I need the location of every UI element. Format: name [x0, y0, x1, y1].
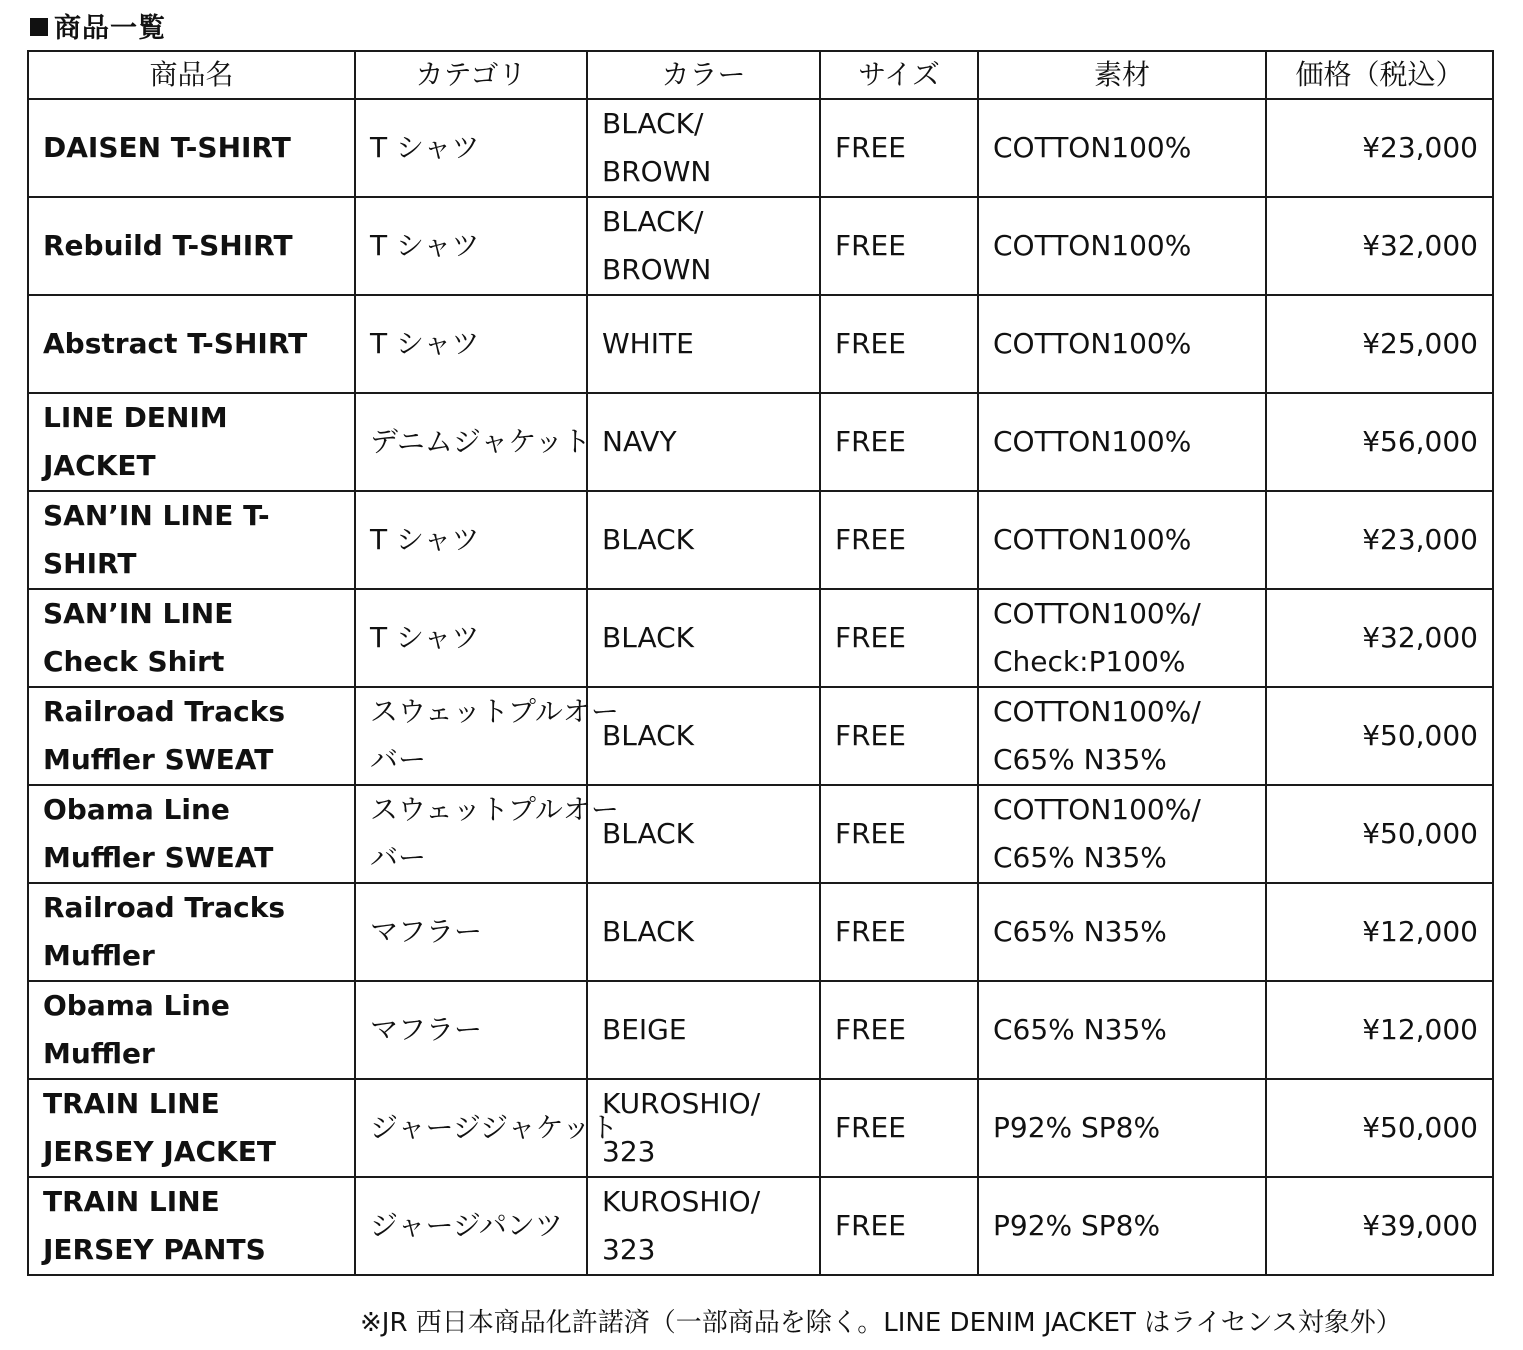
cell-category-line: T シャツ: [370, 621, 480, 654]
cell-name: [28, 197, 355, 295]
cell-name: [28, 99, 355, 197]
cell-size: [820, 589, 978, 687]
cell-category: [355, 197, 587, 295]
cell-category-line: バー: [370, 841, 427, 874]
cell-name-line: Obama Line: [43, 793, 230, 826]
cell-price: [1266, 295, 1493, 393]
cell-price-line: ¥32,000: [1362, 621, 1478, 654]
table-row: [28, 883, 1493, 981]
product-table: [27, 50, 1494, 1276]
column-header-color: カラー: [587, 51, 820, 99]
cell-material: [978, 981, 1266, 1079]
cell-material-line: Check:P100%: [993, 645, 1186, 678]
cell-size-line: FREE: [835, 719, 906, 752]
page-heading: [30, 6, 166, 45]
cell-name-line: Muffler: [43, 939, 155, 972]
cell-color: [587, 99, 820, 197]
cell-color-line: BLACK/: [602, 205, 704, 238]
cell-category-line: ジャージパンツ: [370, 1209, 563, 1242]
column-header-price: 価格（税込）: [1266, 51, 1493, 99]
cell-color-line: WHITE: [602, 327, 694, 360]
cell-material: [978, 785, 1266, 883]
cell-name-line: Muffler: [43, 1037, 155, 1070]
cell-name: [28, 589, 355, 687]
cell-color-line: 323: [602, 1233, 656, 1266]
cell-size: [820, 393, 978, 491]
cell-material-line: C65% N35%: [993, 1013, 1167, 1046]
cell-size: [820, 1177, 978, 1275]
cell-name-line: Railroad Tracks: [43, 891, 285, 924]
cell-name-line: Rebuild T-SHIRT: [43, 229, 293, 262]
page-heading-text: 商品一覧: [54, 13, 166, 44]
cell-category-line: マフラー: [370, 1013, 483, 1046]
table-row: [28, 99, 1493, 197]
cell-material: [978, 589, 1266, 687]
cell-color-line: BLACK: [602, 621, 695, 654]
cell-category-line: T シャツ: [370, 523, 480, 556]
cell-size-line: FREE: [835, 327, 906, 360]
cell-color: [587, 687, 820, 785]
product-table-body: [28, 99, 1493, 1275]
cell-size-line: FREE: [835, 621, 906, 654]
cell-category-line: デニムジャケット: [370, 425, 591, 458]
cell-price: [1266, 785, 1493, 883]
cell-material: [978, 687, 1266, 785]
cell-size: [820, 883, 978, 981]
cell-material: [978, 1079, 1266, 1177]
cell-color: [587, 1177, 820, 1275]
table-row: [28, 589, 1493, 687]
cell-name-line: Obama Line: [43, 989, 230, 1022]
cell-material-line: COTTON100%: [993, 425, 1192, 458]
cell-name: [28, 687, 355, 785]
cell-material-line: COTTON100%: [993, 131, 1192, 164]
cell-size-line: FREE: [835, 131, 906, 164]
cell-price: [1266, 883, 1493, 981]
cell-material-line: COTTON100%/: [993, 793, 1201, 826]
cell-name: [28, 393, 355, 491]
license-footnote: ※JR 西日本商品化許諾済（一部商品を除く。LINE DENIM JACKET はライセンス対象外）: [360, 1308, 1402, 1338]
cell-size: [820, 295, 978, 393]
cell-color-line: NAVY: [602, 425, 677, 458]
cell-price: [1266, 1177, 1493, 1275]
cell-price: [1266, 491, 1493, 589]
cell-color: [587, 491, 820, 589]
cell-price: [1266, 589, 1493, 687]
cell-material: [978, 295, 1266, 393]
table-row: [28, 491, 1493, 589]
cell-category-line: スウェットプルオー: [370, 695, 619, 728]
table-row: [28, 687, 1493, 785]
cell-material: [978, 393, 1266, 491]
square-bullet-icon: [30, 18, 48, 36]
cell-price: [1266, 1079, 1493, 1177]
table-header-row: [28, 51, 1493, 99]
cell-price: [1266, 197, 1493, 295]
column-header-category: カテゴリ: [355, 51, 587, 99]
cell-category: [355, 393, 591, 491]
cell-color-line: 323: [602, 1135, 656, 1168]
cell-material: [978, 883, 1266, 981]
cell-size-line: FREE: [835, 1111, 906, 1144]
cell-size: [820, 785, 978, 883]
cell-category: [355, 1079, 619, 1177]
cell-color: [587, 883, 820, 981]
cell-color: [587, 785, 820, 883]
table-row: [28, 393, 1493, 491]
table-row: [28, 785, 1493, 883]
cell-color-line: KUROSHIO/: [602, 1185, 761, 1218]
cell-material-line: COTTON100%/: [993, 597, 1201, 630]
cell-color-line: KUROSHIO/: [602, 1087, 761, 1120]
cell-color-line: BEIGE: [602, 1013, 687, 1046]
cell-size-line: FREE: [835, 1013, 906, 1046]
cell-category: [355, 785, 619, 883]
cell-color: [587, 589, 820, 687]
table-row: [28, 981, 1493, 1079]
cell-name: [28, 883, 355, 981]
cell-color: [587, 1079, 820, 1177]
cell-color: [587, 197, 820, 295]
cell-price-line: ¥23,000: [1362, 523, 1478, 556]
cell-size: [820, 491, 978, 589]
cell-material: [978, 491, 1266, 589]
cell-price-line: ¥50,000: [1362, 1111, 1478, 1144]
cell-name-line: Muffler SWEAT: [43, 743, 274, 776]
cell-material-line: COTTON100%/: [993, 695, 1201, 728]
cell-price: [1266, 687, 1493, 785]
cell-price-line: ¥39,000: [1362, 1209, 1478, 1242]
cell-material-line: C65% N35%: [993, 743, 1167, 776]
cell-size-line: FREE: [835, 915, 906, 948]
cell-material: [978, 1177, 1266, 1275]
cell-name-line: SAN’IN LINE T-: [43, 499, 270, 532]
cell-size-line: FREE: [835, 1209, 906, 1242]
cell-price: [1266, 393, 1493, 491]
column-header-size: サイズ: [820, 51, 978, 99]
cell-category: [355, 99, 587, 197]
cell-price: [1266, 99, 1493, 197]
cell-price-line: ¥50,000: [1362, 817, 1478, 850]
cell-name-line: JERSEY PANTS: [43, 1233, 266, 1266]
column-header-name: 商品名: [28, 51, 355, 99]
cell-name-line: Check Shirt: [43, 645, 225, 678]
cell-category: [355, 883, 587, 981]
cell-material: [978, 197, 1266, 295]
cell-color-line: BLACK/: [602, 107, 704, 140]
cell-category-line: マフラー: [370, 915, 483, 948]
cell-size-line: FREE: [835, 229, 906, 262]
cell-name: [28, 1079, 355, 1177]
cell-name-line: SHIRT: [43, 547, 137, 580]
cell-size: [820, 197, 978, 295]
cell-material-line: P92% SP8%: [993, 1209, 1161, 1242]
cell-price-line: ¥12,000: [1362, 1013, 1478, 1046]
cell-name-line: DAISEN T-SHIRT: [43, 131, 291, 164]
cell-price-line: ¥56,000: [1362, 425, 1478, 458]
cell-size-line: FREE: [835, 425, 906, 458]
cell-name: [28, 981, 355, 1079]
cell-name-line: LINE DENIM: [43, 401, 228, 434]
cell-name-line: JERSEY JACKET: [43, 1135, 276, 1168]
cell-material-line: COTTON100%: [993, 327, 1192, 360]
cell-name-line: JACKET: [43, 449, 156, 482]
cell-category-line: T シャツ: [370, 327, 480, 360]
cell-material-line: C65% N35%: [993, 915, 1167, 948]
cell-size: [820, 1079, 978, 1177]
table-row: [28, 197, 1493, 295]
cell-category-line: スウェットプルオー: [370, 793, 619, 826]
cell-name-line: TRAIN LINE: [43, 1185, 220, 1218]
cell-material: [978, 99, 1266, 197]
cell-material-line: C65% N35%: [993, 841, 1167, 874]
cell-category: [355, 295, 587, 393]
cell-category-line: ジャージジャケット: [370, 1111, 619, 1144]
cell-color-line: BLACK: [602, 719, 695, 752]
cell-name-line: Railroad Tracks: [43, 695, 285, 728]
cell-category: [355, 1177, 587, 1275]
cell-category: [355, 589, 587, 687]
cell-color-line: BLACK: [602, 523, 695, 556]
cell-size: [820, 687, 978, 785]
cell-material-line: P92% SP8%: [993, 1111, 1161, 1144]
cell-color-line: BLACK: [602, 915, 695, 948]
cell-name: [28, 1177, 355, 1275]
cell-name-line: TRAIN LINE: [43, 1087, 220, 1120]
table-row: [28, 1177, 1493, 1275]
cell-price-line: ¥32,000: [1362, 229, 1478, 262]
cell-price: [1266, 981, 1493, 1079]
cell-size-line: FREE: [835, 817, 906, 850]
table-row: [28, 1079, 1493, 1177]
cell-material-line: COTTON100%: [993, 523, 1192, 556]
cell-color: [587, 393, 820, 491]
cell-size: [820, 981, 978, 1079]
cell-color: [587, 981, 820, 1079]
cell-category-line: T シャツ: [370, 131, 480, 164]
cell-category: [355, 981, 587, 1079]
cell-material-line: COTTON100%: [993, 229, 1192, 262]
column-header-material: 素材: [978, 51, 1266, 99]
cell-price-line: ¥23,000: [1362, 131, 1478, 164]
cell-price-line: ¥25,000: [1362, 327, 1478, 360]
cell-name: [28, 295, 355, 393]
cell-category: [355, 687, 619, 785]
cell-color-line: BLACK: [602, 817, 695, 850]
cell-color-line: BROWN: [602, 155, 712, 188]
cell-name: [28, 785, 355, 883]
cell-category: [355, 491, 587, 589]
cell-name-line: Muffler SWEAT: [43, 841, 274, 874]
cell-size-line: FREE: [835, 523, 906, 556]
cell-price-line: ¥12,000: [1362, 915, 1478, 948]
cell-color-line: BROWN: [602, 253, 712, 286]
cell-size: [820, 99, 978, 197]
cell-name-line: SAN’IN LINE: [43, 597, 234, 630]
cell-category-line: バー: [370, 743, 427, 776]
cell-price-line: ¥50,000: [1362, 719, 1478, 752]
cell-name-line: Abstract T-SHIRT: [43, 327, 308, 360]
cell-name: [28, 491, 355, 589]
cell-color: [587, 295, 820, 393]
cell-category-line: T シャツ: [370, 229, 480, 262]
table-row: [28, 295, 1493, 393]
